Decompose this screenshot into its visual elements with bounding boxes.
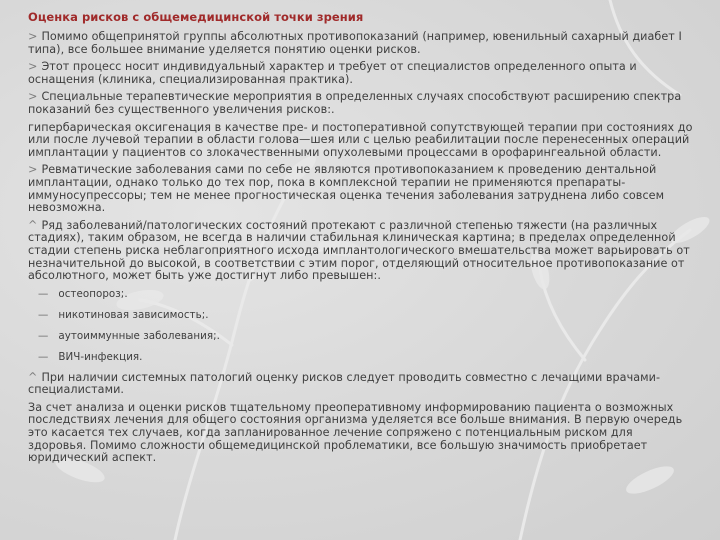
paragraph-text: гипербарическая оксигенация в качестве пре- и постоперативной сопутствующей терапии при состояниях до или после лучевой терапии в области голова—шея или с целью реабилитации после перенесенных операций имплантации у пациентов со злокачественными опухолевыми процессами в орофарингеальной области. [28, 120, 693, 159]
bullet-marker: ^ [28, 370, 38, 384]
bullet-marker: > [28, 60, 38, 74]
paragraph-text: Ряд заболеваний/патологических состояний протекают с различной степенью тяжести (на различных стадиях), таким образом, не всегда в наличии стабильная клиническая картина; в пределах определенной стадии степень риска неблагоприятного исхода имплантологического вмешательства может варьировать от незначительной до высокой, в соответствии с этим порог, отделяющий относительное противопоказание от абсолютного, может быть уже достигнут либо превышен:. [28, 218, 690, 283]
bullet-marker: > [28, 30, 38, 43]
list-item-text: никотиновая зависимость;. [58, 308, 209, 321]
bullet-marker: > [28, 163, 38, 177]
paragraph-text: При наличии системных патологий оценку рисков следует проводить совместно с лечащими врачами-специалистами. [28, 370, 661, 397]
paragraph-4 [28, 122, 694, 160]
list-item-text: ВИЧ-инфекция. [58, 350, 143, 363]
dash-marker: — [38, 308, 49, 321]
dash-marker: — [38, 287, 49, 300]
dash-marker: — [38, 350, 49, 363]
dash-marker: — [38, 329, 49, 342]
paragraph-text: Помимо общепринятой группы абсолютных противопоказаний (например, ювенильный сахарный диабет I типа), все большее внимание уделяется понятию оценки рисков. [28, 30, 682, 56]
list-item [38, 288, 694, 300]
list-item [38, 351, 694, 363]
paragraph-6 [28, 220, 694, 283]
paragraph-text: Ревматические заболевания сами по себе не являются противопоказанием к проведению дентальной имплантации, однако только до тех пор, пока в комплексной терапии не применяются препараты-иммуносупрессоры; тем не менее прогностическая оценка течения заболевания затруднена либо совсем невозможна. [28, 163, 665, 215]
paragraph-7 [28, 372, 694, 397]
paragraph-5 [28, 164, 694, 214]
paragraph-1 [28, 31, 694, 56]
paragraph-2 [28, 61, 694, 86]
paragraph-3 [28, 91, 694, 116]
list-item-text: аутоиммунные заболевания;. [58, 329, 220, 342]
bullet-marker: ^ [28, 218, 38, 232]
paragraph-text: Специальные терапевтические мероприятия в определенных случаях способствуют расширению спектра показаний без существенного увеличения рисков:. [28, 90, 682, 116]
list-item [38, 309, 694, 321]
slide-content [28, 10, 694, 470]
paragraph-8 [28, 402, 694, 465]
risk-factor-list [28, 288, 694, 363]
bullet-marker: > [28, 90, 38, 104]
list-item [38, 330, 694, 342]
paragraph-text: Этот процесс носит индивидуальный характер и требует от специалистов определенного опыта и оснащения (клиника, специализированная практика). [28, 60, 637, 86]
paragraph-text: За счет анализа и оценки рисков тщательному преоперативному информированию пациента о возможных последствиях лечения для общего состояния организма уделяется все больше внимания. В первую очередь это касается тех случаев, когда запланированное лечение сопряжено с потенциальным риском для здоровья. Помимо сложности общемедицинской проблематики, все большую значимость приобретает юридический аспект. [28, 400, 683, 465]
list-item-text: остеопороз;. [58, 287, 128, 300]
slide-title: Оценка рисков с общемедицинской точки зрения [28, 10, 364, 24]
